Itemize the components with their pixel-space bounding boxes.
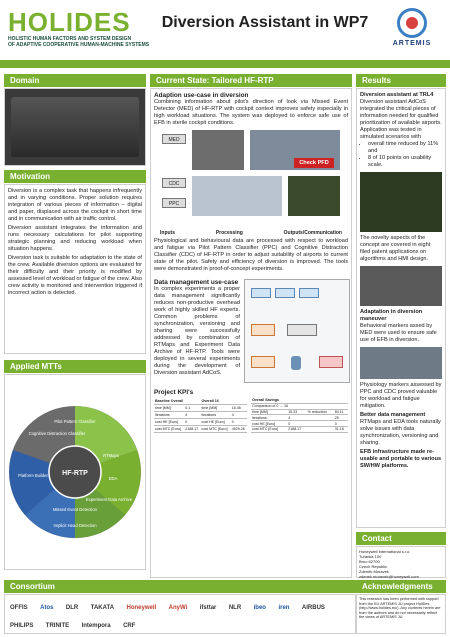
contact-box <box>356 546 446 578</box>
mtt-center-label: HF-RTP <box>62 470 88 477</box>
results-p6: RTMaps and EDA tools naturally solve issues with data synchronization, versioning and sharing. <box>360 419 441 446</box>
cell: time [MM] <box>201 404 231 411</box>
contact-heading: Contact <box>356 532 446 545</box>
dm-title: Data management use-case <box>154 279 239 286</box>
cell: 0 <box>184 418 200 425</box>
partner-logo: AnyWi <box>168 605 188 611</box>
cell: 0 <box>287 421 306 427</box>
cell: 4 <box>231 411 247 418</box>
list-item: • overall time reduced by 11% and <box>368 141 442 155</box>
contact-email[interactable]: zdenek.moravek@honeywell.com <box>359 574 419 579</box>
partner-logos <box>6 596 354 632</box>
diag-node-2 <box>275 288 295 298</box>
motivation-p2: Diversion assistant integrates the information and runs necessary calculations for pilot supporting strategic planning and reducing workload when situation happens. <box>8 225 142 252</box>
database-icon <box>291 356 301 370</box>
airport-list <box>288 176 340 216</box>
cdc-box: CDC <box>162 178 186 188</box>
mtt-label-platform: Platform Builder <box>18 473 48 478</box>
ack-heading: Acknowledgments <box>356 580 446 593</box>
dm-text-block <box>154 279 240 377</box>
mtt-label-eda: EDA <box>108 476 118 481</box>
cockpit-photo <box>11 97 139 157</box>
partner-logo: DLR <box>65 605 79 611</box>
cell: iterations <box>251 415 287 421</box>
io-labels <box>154 230 348 236</box>
results-screenshot-1 <box>360 172 442 232</box>
mtt-label-med: Missed Event Detection <box>53 507 97 512</box>
motivation-heading: Motivation <box>4 170 146 183</box>
results-heading: Results <box>356 74 446 87</box>
diag-node-7 <box>319 356 343 368</box>
poster-header <box>0 0 450 64</box>
partner-logo: OFFIS <box>10 605 28 611</box>
logo-word: HOLIDES <box>8 7 131 37</box>
results-p5: Physiology markers assessed by PPC and CDC proved valuable for workload and fatigue mitigation. <box>360 382 442 409</box>
domain-heading: Domain <box>4 74 146 87</box>
partner-logo: ibeo <box>253 605 266 611</box>
current-heading: Current State: Tailored HF-RTP <box>150 74 352 87</box>
check-pfd-alert: Check PFD <box>294 158 334 168</box>
motivation-box <box>4 184 146 354</box>
poster-title: Diversion Assistant in WP7 <box>161 14 369 31</box>
table-row <box>154 418 247 425</box>
dm-section <box>154 279 348 385</box>
partner-logo: CRF <box>123 623 136 629</box>
kpi-table-left <box>154 398 247 433</box>
adapt-text: Combining information about pilot's direction of look via Missed Event Detector (MED) of HF-RTP with cockpit context improves safety especially in high workload situations. The system was deployed to enforce safe use of EFB in sterile cockpit conditions. <box>154 99 348 126</box>
artemis-label: ARTEMIS <box>392 40 432 47</box>
motivation-p1: Diversion is a complex task that happens infrequently and in varying conditions. Proper solution requires integration of various pieces of information – digital and paper, displaced across the cockpit in short time and in communication with air traffic control. <box>8 188 142 222</box>
kpi-title: Project KPI's <box>154 389 194 396</box>
partner-logo: AIRBUS <box>301 605 325 611</box>
cell: 0.1 <box>184 404 200 411</box>
kpi-table-right <box>251 398 348 433</box>
contact-line: Brno 62700 <box>359 559 380 564</box>
diag-node-1 <box>251 288 271 298</box>
results-p1: Diversion assistant AdCoS integrated the critical pieces of information needed for qualified prioritization of available airports. <box>360 99 442 126</box>
results-bullets <box>360 141 442 169</box>
dm-architecture-diagram <box>244 279 350 383</box>
results-t3: Better data management <box>360 412 426 418</box>
diag-node-6 <box>251 356 275 368</box>
partner-logo: Atos <box>40 605 54 611</box>
consortium-box <box>4 594 356 634</box>
logo-subtitle-2: OF ADAPTIVE COOPERATIVE HUMAN-MACHINE SYSTEMS <box>8 42 150 48</box>
classifier-plot <box>192 176 282 216</box>
diag-node-4 <box>251 324 275 336</box>
mtts-box <box>4 374 146 570</box>
partner-logo: NLR <box>228 605 242 611</box>
cell: 25 <box>334 415 348 421</box>
cell: 4 <box>184 411 200 418</box>
kpi-left-head-1: Overall 16 <box>201 398 248 404</box>
results-p3: The novelty aspects of the concept are covered in eight filed patent applications on algorithms and HMI design. <box>360 235 431 262</box>
mtt-label-archive: Experiment Data Archive <box>85 497 133 502</box>
io-outputs: Outputs/Communication <box>283 230 342 236</box>
table-row <box>154 411 247 418</box>
cell: cost MTC [Euro] <box>251 426 287 432</box>
physio-text: Physiological and behavioural data are processed with respect to workload and fatigue via Pilot Pattern Classifier (PPC) and Cognitive Distraction Classifier (CDC) of HF-RTP in order to adjust suitability of airports to current state of the pilot. Safety and efficiency of diversion is improved. The tools were demonstrated in proof-of-concept experiments. <box>154 238 348 272</box>
pilot-photo <box>192 130 244 170</box>
cell: 0 <box>334 421 348 427</box>
results-screenshot-2 <box>360 266 442 306</box>
current-box <box>150 88 352 578</box>
results-t2: Adaptation in diversion maneuver <box>360 309 423 322</box>
contact-line: Honeywell International s.r.o. <box>359 549 411 554</box>
cell: 2188.17 <box>184 425 200 432</box>
io-inputs: Inputs <box>160 230 175 236</box>
cell: 2188.17 <box>287 426 306 432</box>
mtt-label-cdc: Cognitive Distraction Classifier <box>28 431 86 436</box>
partner-logo: iren <box>278 605 290 611</box>
ack-box <box>356 594 446 634</box>
table-row <box>251 426 348 432</box>
mtt-label-rtmaps: RTMaps <box>103 453 119 458</box>
kpi-sum-title: Overall Savings <box>251 398 348 403</box>
dm-text: In complex experiments a proper data management significantly reduces non-productive overhead work of highly skilled HF experts. Common problems of synchronization, versioning and sharing were successfully addressed by combination of RTMaps and Experiment Data Archive of HF-RTP. Tools were deployed in several experiments during the development of Diversion assistant AdCoS. <box>154 286 240 376</box>
logo-subtitle-1: HOLISTIC HUMAN FACTORS AND SYSTEM DESIGN <box>8 36 132 42</box>
consortium-heading: Consortium <box>4 580 356 593</box>
ack-text: This research has been performed with support from the EU ARTEMIS JU project HoliDes (http://www.holides.eu/). Any contents herein are from the authors and do not necessarily reflect the views of ARTEMIS JU. <box>359 597 441 620</box>
results-t4: EFB infrastructure made re-usable and portable to various SW/HW platforms. <box>360 449 442 469</box>
results-p2: Application was tested in simulated scenarios with <box>360 127 422 140</box>
cell: 4 <box>287 415 306 421</box>
artemis-logo <box>382 8 442 52</box>
mtt-label-ppc: Pilot Pattern Classifier <box>54 419 96 424</box>
domain-image <box>4 88 146 166</box>
contact-line: Zdeněk Moravek <box>359 569 389 574</box>
cell: cost HE [Euro] <box>154 418 184 425</box>
cell: 31.18 <box>334 426 348 432</box>
ppc-box: PPC <box>162 198 186 208</box>
cell: cost MTC [Euro] <box>154 425 184 432</box>
results-screenshot-3 <box>360 347 442 379</box>
cell: time [MM] <box>154 404 184 411</box>
cell: iterations <box>201 411 231 418</box>
cell: % reduction <box>307 409 334 415</box>
contact-line: Tuřanka 100 <box>359 554 382 559</box>
cell: cost HE [Euro] <box>251 421 287 427</box>
partner-logo: Intempora <box>81 623 111 629</box>
cell: 16.45 <box>231 404 247 411</box>
adapt-title: Adaption use-case in diversion <box>154 92 249 99</box>
results-p4: Behavioral markers assed by MED were used to ensure safe use of EFB in diversion. <box>360 323 437 343</box>
kpi-tables <box>154 398 348 433</box>
kpi-left-head-0: Baseline Overall <box>154 398 201 404</box>
kpi-sum-head: Comparison of 0 → 16 <box>251 403 348 409</box>
results-box <box>356 88 446 528</box>
cell: cost MTC [Euro] <box>201 425 231 432</box>
contact-line: Czech Republic <box>359 564 388 569</box>
partner-logo: ifsttar <box>199 605 217 611</box>
partner-logo: TAKATA <box>90 605 115 611</box>
cell: 84.11 <box>334 409 348 415</box>
partner-logo: PHILIPS <box>10 623 34 629</box>
diag-node-3 <box>299 288 319 298</box>
results-t1: Diversion assistant at TRL4 <box>360 92 434 98</box>
cell: 4929.26 <box>231 425 247 432</box>
list-item: • 8 of 10 points on usability scale. <box>368 155 442 169</box>
motivation-p3: Diversion task is suitable for adaptation to the state of the crew. Available diversion options are evaluated for their difficulty and their priority is modified by assessed level of workload or fatigue of the crew. Also crew activity is monitored and intervention triggered if incorrect action is detected. <box>8 255 143 296</box>
partner-logo: Honeywell <box>126 605 157 611</box>
med-box: MED <box>162 134 186 144</box>
mtts-heading: Applied MTTs <box>4 360 146 373</box>
cell: iterations <box>154 411 184 418</box>
cell: 15.33 <box>287 409 306 415</box>
artemis-ring-icon <box>397 8 427 38</box>
header-divider <box>0 60 450 68</box>
io-processing: Processing <box>215 230 243 236</box>
table-row <box>154 425 247 432</box>
table-row <box>154 404 247 411</box>
diag-node-5 <box>287 324 317 336</box>
adapt-diagram <box>154 130 348 230</box>
cell: cost HE [Euro] <box>201 418 231 425</box>
cell <box>307 426 334 432</box>
mtt-label-ihd: Implicit Head Detection <box>53 523 97 528</box>
holides-logo <box>8 8 158 54</box>
cell: 0 <box>231 418 247 425</box>
partner-logo: TRINITE <box>45 623 70 629</box>
mtt-wheel <box>7 377 143 567</box>
cell: time [MM] <box>251 409 287 415</box>
